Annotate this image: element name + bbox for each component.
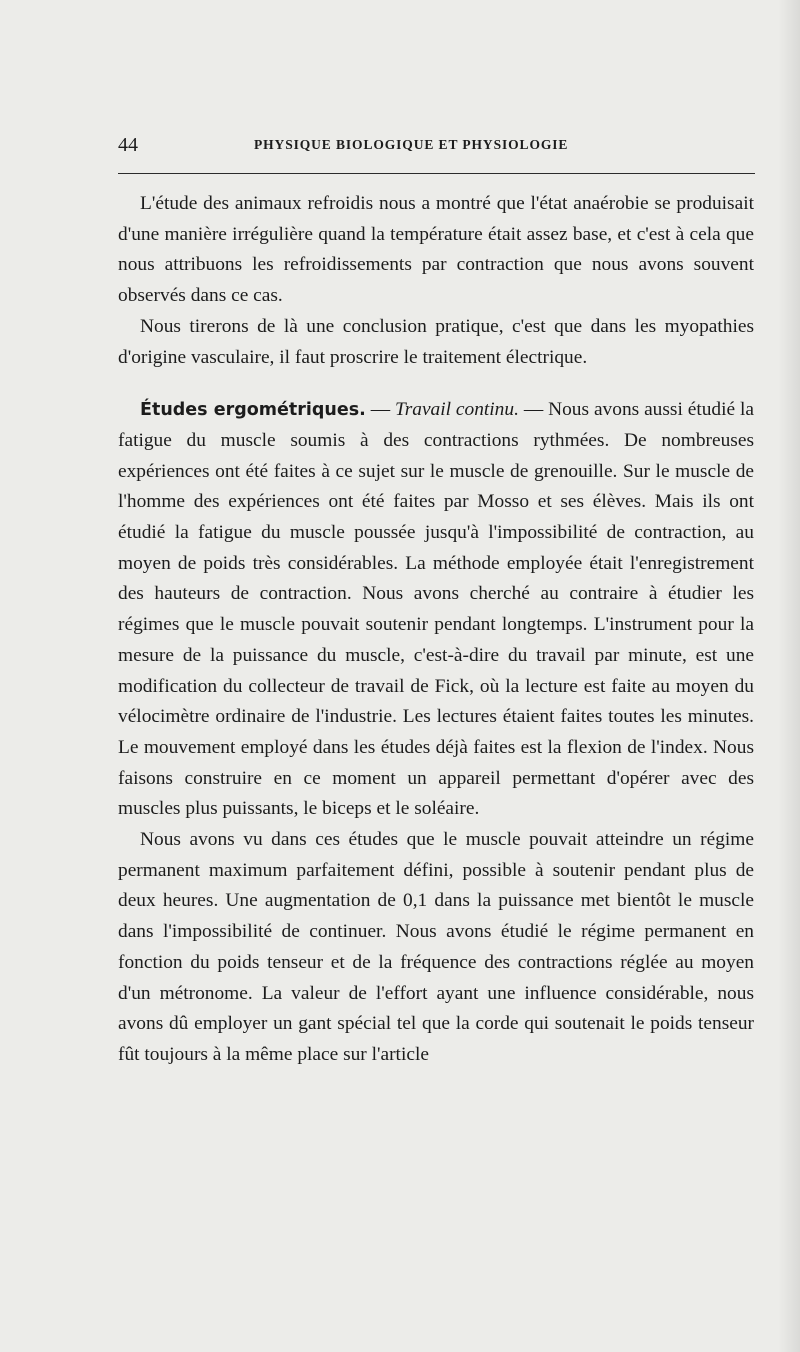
paragraph-refroidissements: L'étude des animaux refroidis nous a montré que l'état anaérobie se produisait d'une manière irrégulière quand la température était assez base, et c'est à cela que nous attribuons les refroidissements par contraction que nous avons souvent observés dans ce cas. bbox=[118, 193, 754, 307]
page-edge-shadow bbox=[778, 0, 800, 1352]
paragraph-body: Nous avons aussi étudié la fatigue du muscle soumis à des contractions rythmées. De nombreuses expériences ont été faites à ce sujet sur le muscle de grenouille. Sur le muscle de l'homme des expériences ont été faites par Mosso et ses élèves. Mais ils ont étudié la fatigue du muscle poussée jusqu'à l'impossibilité de contraction, au moyen de poids très considérables. La méthode employée était l'enregistrement des hauteurs de contraction. Nous avons cherché au contraire à étudier les régimes que le muscle pouvait soutenir pendant longtemps. L'instrument pour la mesure de la puissance du muscle, c'est-à-dire du travail par minute, est une modification du collecteur de travail de Fick, où la lecture est faite au moyen du vélocimètre ordinaire de l'industrie. Les lectures étaient faites toutes les minutes. Le mouvement employé dans les études déjà faites est la flexion de l'index. Nous faisons construire en ce moment un appareil permettant d'opérer avec des muscles plus puissants, le biceps et le soléaire. bbox=[118, 399, 755, 820]
paragraph-conclusion-pratique: Nous tirerons de là une conclusion pratique, c'est que dans les myopathies d'origine vasculaire, il faut proscrire le traitement électrique. bbox=[118, 315, 754, 368]
subsection-heading: Travail continu. bbox=[394, 399, 519, 421]
body-text bbox=[118, 189, 754, 1071]
heading-dash: — bbox=[518, 399, 549, 421]
page-header bbox=[118, 133, 758, 157]
paragraph-etudes-ergometriques bbox=[118, 395, 754, 825]
section-heading: Études ergométriques. bbox=[140, 400, 366, 421]
running-title: PHYSIQUE BIOLOGIQUE ET PHYSIOLOGIE bbox=[254, 137, 569, 152]
heading-dash: — bbox=[365, 399, 395, 421]
header-rule bbox=[118, 173, 755, 174]
page-number: 44 bbox=[118, 134, 138, 156]
paragraph-regime-permanent: Nous avons vu dans ces études que le muscle pouvait atteindre un régime permanent maximum parfaitement défini, possible à soutenir pendant plus de deux heures. Une augmentation de 0,1 dans la puissance met bientôt le muscle dans l'impossibilité de continuer. Nous avons étudié le régime permanent en fonction du poids tenseur et de la fréquence des contractions réglée au moyen d'un métronome. La valeur de l'effort ayant une influence considérable, nous avons dû employer un gant spécial tel que la corde qui soutenait le poids tenseur fût toujours à la même place sur l'article bbox=[118, 829, 754, 1065]
section-spacer bbox=[118, 373, 754, 395]
